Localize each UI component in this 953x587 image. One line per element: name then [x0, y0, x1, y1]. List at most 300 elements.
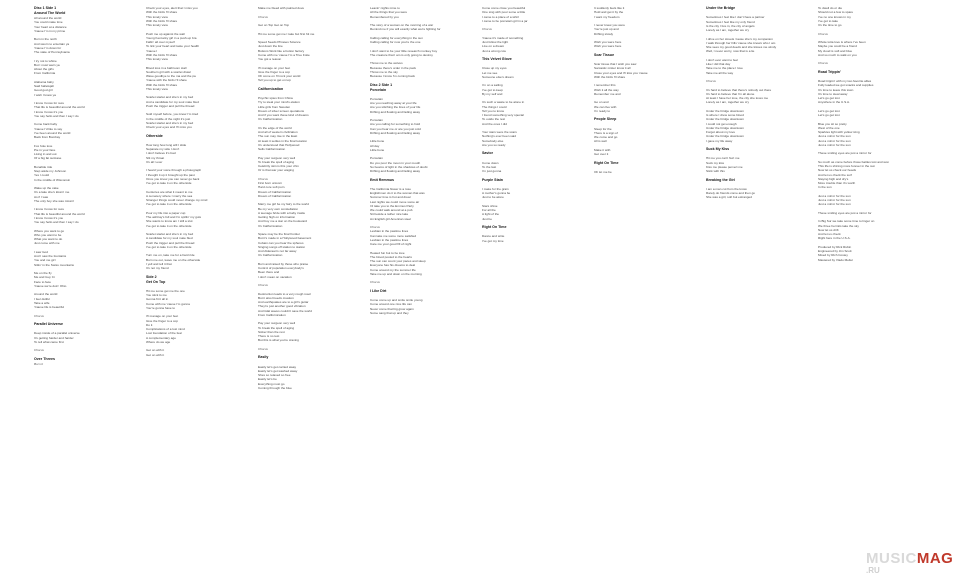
lyric-line: Me on the fly: [34, 271, 52, 275]
lyric-line: Sleep for the: [594, 126, 612, 131]
lyric-line: Chorus: [818, 61, 828, 66]
song-title: Parallel Universe: [34, 322, 63, 326]
lyric-line: Dream of silver screen quotations: [258, 108, 305, 113]
lyric-line: They're just another good vibration: [258, 304, 306, 309]
lyric-line: Englishmen do it to the woman that was: [370, 191, 425, 195]
lyric-line: Step aside my Johnson: [34, 169, 67, 173]
lyric-line: West of the one: [818, 125, 840, 130]
lyric-line: Maybe you could be a friend: [818, 44, 857, 49]
lyric-line: And if you want these kind of dreams: [258, 113, 309, 117]
lyric-line: These smiling eyes are just a mirror for: [818, 210, 872, 215]
lyric-line: Blue you sit so pretty: [818, 121, 847, 126]
lyric-line: You stick to me: [146, 293, 167, 297]
lyric-line: From California: [34, 71, 56, 76]
lyric-line: And tidal waves couldn't save the world: [258, 308, 312, 313]
lyric-line: Lesbian in the pastime lines: [370, 229, 409, 234]
lyric-line: 'Cause I'm in my prime: [34, 28, 66, 33]
lyric-line: Porcelain: [370, 96, 383, 101]
lyric-line: 'Cause with the birds I'll share: [146, 78, 187, 83]
lyric-line: The sun may rise in the East: [258, 134, 298, 139]
lyric-line: Chorus: [370, 225, 380, 229]
lyric-line: One sing with pour some a little: [482, 10, 526, 15]
lyric-line: Once you know you can never go back: [146, 176, 200, 181]
lyric-line: Give the finger to a cop: [258, 69, 290, 74]
watermark-logo: [866, 550, 953, 581]
lyric-line: Yes I could: [34, 173, 50, 178]
lyric-line: The California flower is a rose: [370, 186, 411, 191]
lyric-line: Destruction leads to a very rough road: [258, 291, 311, 296]
lyric-line: These smiling eyes are just a mirror for: [818, 151, 872, 156]
lyric-line: Just a mirror for the sun: [818, 134, 851, 139]
lyric-line: That life is beautiful around the world: [34, 105, 85, 110]
lyric-line: I came to be porcelain girl in a jar: [482, 18, 528, 23]
lyric-line: The sun can count your paces and sleep: [370, 259, 426, 263]
lyric-line: Separate my side I don't: [146, 147, 180, 151]
lyric-line: Deep inside of a parallel universe: [34, 331, 80, 336]
lyric-line: Oh let me be: [594, 169, 612, 174]
lyric-line: Drifting and floating and fading away: [370, 169, 421, 173]
lyric-line: Born in the north: [34, 37, 57, 42]
lyric-line: Sit beside a rather nice lake: [370, 212, 409, 217]
lyric-line: I know I know for sure: [34, 101, 65, 105]
lyric-line: Born and raised by those who praise: [258, 261, 309, 266]
lyric-line: And a candidate for my soul mate bled: [146, 99, 199, 104]
lyric-line: I make for the grain: [482, 186, 509, 191]
lyric-line: Get over it: [594, 152, 609, 156]
lyric-line: That life is beautiful around the world: [34, 211, 85, 216]
lyric-line: Little bone: [370, 139, 385, 144]
lyric-line: Throw me to the sky: [370, 69, 398, 74]
lyric-line: Push me up against the wall: [146, 31, 185, 36]
lyric-line: I found something very special: [482, 113, 524, 117]
lyric-line: Been there and: [258, 270, 280, 275]
lyric-line: Pour my life into a paper cup: [146, 210, 186, 215]
lyric-line: Like I did that day: [706, 62, 731, 66]
lyric-line: A teenage bride with a baby inside: [258, 210, 306, 215]
lyric-line: In the sun: [818, 185, 832, 190]
song-title: Suck My Kiss: [706, 147, 730, 151]
lyric-line: Mixed by Rich Costey: [818, 253, 848, 258]
lyric-line: I want my freedom: [594, 14, 620, 19]
lyric-line: Fox hole love: [34, 143, 53, 148]
lyric-line: This lonely view: [146, 86, 168, 91]
lyric-line: Sarcastic mister know it all: [594, 66, 631, 71]
lyric-line: I'm on a sailing: [482, 83, 503, 88]
lyric-line: All day: [370, 143, 380, 148]
lyric-line: Where you want to go: [34, 228, 65, 233]
lyric-line: Your heart at a distance: [34, 24, 67, 29]
lyric-line: It's Californication: [258, 223, 283, 228]
lyrics-column: [482, 6, 560, 576]
lyric-line: She was a girl, soft but estranged: [706, 195, 752, 200]
lyric-line: Hit me some get me the one: [146, 288, 185, 293]
lyric-line: Come come up and smile smile young: [370, 298, 423, 302]
lyric-line: Who you want to be: [34, 232, 62, 237]
lyric-line: Take me all the way: [706, 70, 734, 75]
lyric-line: All the things that you were: [370, 10, 408, 15]
lyric-line: It's Californication: [258, 253, 283, 258]
lyric-line: I could not get enough: [706, 121, 737, 126]
lyric-line: You're gonna have to: [146, 305, 176, 310]
lyric-line: I heard your voice through a photograph: [146, 168, 202, 173]
lyric-line: An English girl American steel: [370, 216, 411, 221]
lyric-line: This lonely view: [146, 23, 168, 27]
lyric-line: I'll manage on your feet: [258, 65, 291, 70]
lyric-line: So beams of light in the shadows of doubt: [370, 164, 428, 169]
lyric-line: Alabama baby: [34, 79, 54, 84]
lyric-line: Anywhere in the U.S.A.: [818, 100, 850, 105]
lyric-line: I know I know it's you: [34, 215, 64, 220]
song-title: Easily: [258, 355, 269, 360]
lyric-line: I'd take you to the Emmus Party: [370, 203, 414, 208]
lyric-line: Remembered by you: [370, 14, 399, 19]
lyric-line: Or is that war your waging: [258, 168, 294, 173]
lyric-line: Push the trigger and pull the thread: [146, 103, 195, 108]
lyric-line: I drive on her streets 'cause she's my companion: [706, 36, 773, 41]
lyric-line: As if I was: [34, 194, 49, 199]
lyric-line: Just to be alone: [482, 195, 504, 200]
lyric-line: Come around my the summer life: [370, 267, 416, 272]
lyric-line: Just a wrong cow: [482, 48, 506, 53]
lyric-line: It's such a waste to be alone in: [482, 100, 525, 105]
lyric-line: Rarely do friends come and then go: [706, 191, 756, 195]
lyric-line: Engineered by Jim Scott: [818, 249, 852, 253]
lyric-line: It's Californication: [258, 117, 283, 122]
lyric-line: Push the trigger and pull the thread: [146, 240, 195, 245]
song-title: People Sleep: [594, 117, 617, 122]
lyric-line: I wish I knew ya: [34, 92, 56, 97]
lyric-line: The state of Pennsylvania: [34, 50, 70, 54]
lyric-line: Sparkles light with yellow icing: [818, 130, 860, 134]
lyric-line: With the birds I'll share: [146, 10, 178, 15]
lyric-line: Staying high and dry's: [818, 176, 849, 181]
lyric-line: Try to steal your mind's elation: [258, 100, 300, 105]
lyric-line: Chorus: [258, 14, 268, 19]
lyric-line: Can you hear me or are you just cold: [370, 126, 421, 131]
lyric-line: Just a mirror for the sun: [818, 202, 851, 207]
lyric-line: Wish you were here: [594, 40, 622, 44]
lyric-line: Porcelain: [370, 156, 383, 161]
lyric-line: And sworn to entertain ya: [34, 41, 70, 46]
song-title: Road Trippin': [818, 69, 841, 74]
lyric-line: I'm ready to: [594, 108, 611, 113]
logo-accent-text: MAG: [916, 550, 953, 567]
lyric-line: Be my very own constellation: [258, 206, 299, 211]
lyric-line: Fully loaded we got snacks and supplies: [818, 83, 874, 88]
lyric-line: I've got to take it on the otherside: [146, 181, 192, 185]
lyric-line: Hold and get it by the: [594, 10, 624, 15]
lyric-line: Take me to the place I love: [706, 66, 743, 71]
lyric-line: Come with me 'cause I'm gonna: [146, 301, 190, 306]
lyric-line: 'Cause I'm down for: [34, 45, 62, 50]
lyric-line: To dwell do or die: [818, 6, 843, 10]
lyric-line: But it also breeds creation: [258, 295, 294, 300]
lyric-line: A candidate for my soul mate bled: [146, 236, 193, 241]
lyric-line: Living in and out: [34, 152, 57, 156]
lyric-line: I don't ever want to feel: [706, 57, 738, 62]
lyric-line: Just follow the light: [482, 40, 509, 44]
lyric-line: This life is shining more forever in the sun: [818, 164, 876, 168]
lyric-line: The creature that I am is only going to destroy: [370, 52, 433, 57]
lyric-line: Psychic spies from China: [258, 96, 293, 100]
lyric-line: Care me your good fill of night: [370, 242, 412, 246]
lyric-line: All is well: [594, 139, 607, 144]
lyric-line: With the birds I'll share: [146, 52, 178, 57]
lyric-line: Chorus: [706, 79, 716, 83]
lyric-line: We could walk around at a pub: [370, 208, 413, 212]
song-title: Over Threes: [34, 356, 55, 361]
lyric-line: Scarlet starlet and she's in my bed: [146, 95, 194, 100]
song-title: This Velvet Glove: [482, 57, 512, 61]
lyric-line: Produced by Rick Rubin: [818, 244, 852, 249]
lyric-line: Mastered by Vlado Meller: [818, 257, 854, 262]
lyric-line: Summer time is hot and drear: [370, 195, 411, 200]
lyric-line: Nothing's ever been said: [482, 134, 516, 139]
lyric-line: Scar tissue that I wish you saw: [594, 62, 637, 66]
lyric-line: Just a mirror for the sun: [818, 198, 851, 202]
lyric-line: Heated fun but to be love: [370, 250, 405, 255]
lyric-line: I walk through her hills 'cause she knows who I am: [706, 40, 776, 45]
lyric-line: And let us check the surf: [818, 172, 852, 177]
lyric-line: We come and go: [594, 135, 618, 139]
song-title: Savior: [482, 151, 493, 156]
song-title: Under the Bridge: [706, 6, 736, 10]
lyric-line: In Big Sur we take some time to linger on: [818, 219, 875, 224]
lyric-line: Kiss me please pervert me: [706, 164, 743, 169]
lyric-line: It's getting harder and harder: [34, 335, 74, 340]
lyric-line: Under the bridge downtown: [706, 125, 744, 130]
lyric-line: Last nights we could move some air: [370, 199, 420, 204]
lyric-line: It's the time to go: [818, 23, 842, 27]
lyric-line: Chorus: [34, 313, 44, 318]
lyric-line: She sees my good deeds and she kisses me windy: [706, 45, 777, 49]
lyric-line: You say hello and then I say I do: [34, 113, 79, 118]
lyric-line: Easily let's get washed away: [258, 368, 298, 373]
lyric-line: And Alderaan's not far away: [258, 249, 297, 253]
lyric-line: Under the bridge downtown: [706, 134, 744, 139]
lyric-line: Burn me out, leave me on the otherside: [146, 257, 201, 262]
lyric-line: Now let us check our heads: [818, 168, 857, 173]
lyric-line: Little girls from Sweden: [258, 104, 291, 109]
song-title: Scar Tissue: [594, 52, 615, 57]
lyric-line: Singing songs off station to station: [258, 244, 306, 249]
lyric-line: The story of a woman on the morning of a war: [370, 23, 434, 27]
lyric-line: I yell and tell it that: [146, 261, 172, 266]
lyric-line: Gonna fit it all in: [146, 297, 169, 302]
lyric-line: Marry me girl be my fairy to the world: [258, 202, 309, 207]
lyric-line: And I saw the fountains: [34, 254, 67, 258]
lyric-line: Just be: [482, 216, 492, 221]
lyric-line: Do it: [146, 322, 153, 327]
lyric-line: Blood loss in a bathroom stall: [146, 65, 187, 70]
lyric-line: Celebrity skin is this your chin: [258, 164, 299, 168]
lyric-line: Space may be the final frontier: [258, 232, 300, 236]
lyric-line: You say hello and then I say I do: [34, 220, 79, 224]
lyric-line: Burn it: [34, 361, 43, 366]
lyric-line: How long how long will I slide: [146, 142, 187, 147]
song-title: Porcelain: [370, 87, 387, 92]
lyric-line: Everything must go: [258, 381, 285, 386]
lyric-line: I remember this: [594, 83, 616, 88]
lyric-line: Let's go get lost: [818, 108, 840, 113]
lyric-line: Stars shine: [482, 203, 498, 208]
lyric-line: Are you calling for something to hold: [370, 122, 421, 127]
song-title: Disc 1 Side 1: [34, 6, 57, 10]
lyric-line: Hit me some get me I take but first hit me: [258, 31, 315, 36]
lyric-line: Bonafide ride: [34, 164, 53, 169]
lyric-line: Remember me and: [594, 91, 621, 96]
lyric-line: Southern girl with a scarlet drawl: [146, 69, 191, 74]
lyric-line: I came to a place of a whirl: [482, 14, 519, 19]
lyric-line: In the middle of Wisconsin: [34, 177, 71, 182]
lyric-line: I've got to keep: [482, 87, 503, 92]
song-title: Emit Remmus: [370, 177, 394, 182]
lyric-line: Never come that big grow again: [370, 306, 414, 311]
lyric-line: Easily let's get carried away: [258, 364, 297, 369]
song-title: Around The World: [34, 11, 66, 15]
lyric-line: A light of the: [482, 212, 500, 217]
lyric-line: It's a lake she's kissin' me: [34, 190, 70, 195]
lyric-line: For all the: [482, 208, 496, 212]
lyric-line: Pie in your face: [34, 147, 56, 152]
lyric-line: Good god girl: [34, 88, 53, 93]
lyric-line: Come back baby: [34, 122, 58, 127]
lyric-line: Well, I never worry, now that is a lie: [706, 49, 755, 54]
lyric-line: 'Cause I'd like to say: [34, 126, 63, 131]
lyric-line: Should not a few to spare: [818, 10, 854, 15]
lyric-line: I know I know for sure: [34, 207, 65, 212]
lyric-line: 'Cause we're doin' Ohio: [34, 283, 67, 288]
lyric-line: Stick with this: [706, 169, 725, 173]
lyric-line: I've got to take it on the otherside: [146, 223, 192, 228]
lyrics-column: [818, 6, 896, 576]
lyric-line: Check your eyes, alert that I miss you: [146, 6, 198, 10]
lyric-line: You got a reason: [258, 57, 282, 61]
lyric-line: It's hard to believe that there's nobody out there: [706, 87, 772, 92]
lyric-line: Wish it all the way: [594, 87, 619, 92]
lyric-line: Chorus: [370, 280, 380, 285]
lyric-line: Somebody else: [482, 138, 504, 143]
lyric-line: Stranger things could never change my mind: [146, 198, 208, 202]
lyric-line: To lick your heart and taste your health: [146, 44, 200, 49]
lyric-line: I don't believe it's bad: [146, 151, 176, 156]
lyric-line: Wish you were here: [594, 44, 622, 49]
song-title: Purple Stain: [482, 177, 503, 182]
lyric-line: I've no one knows in my: [818, 14, 851, 19]
lyric-line: Are you stitching the lines of your life: [370, 105, 421, 110]
lyric-line: I've got to take it on the otherside: [146, 202, 192, 207]
lyric-line: Come with me 'cause I'm a True Fotie: [258, 52, 310, 57]
lyric-line: Slit my throat: [146, 155, 165, 160]
lyric-line: Hard core soft porn: [258, 185, 285, 190]
lyric-line: Lonely as I am, together we cry: [706, 100, 749, 105]
lyric-line: Scarlet starlet and she's in my bed: [146, 232, 194, 236]
lyric-line: It suddenly feels like it: [594, 6, 625, 10]
lyric-line: To break the spell of aging: [258, 325, 295, 330]
lyric-line: Chorus: [818, 31, 828, 36]
lyric-line: Around the world: [34, 292, 58, 297]
lyric-line: It's hard to believe that I'm all alone: [706, 91, 755, 96]
lyric-line: And all of western civilization: [258, 130, 298, 134]
lyric-line: Chorus: [34, 348, 44, 353]
lyric-line: Calling calling for everything in the sun: [370, 35, 423, 40]
lyric-line: So much as come before those battles lost and won: [818, 159, 890, 164]
song-title: Californication: [258, 86, 284, 91]
lyric-line: It's time to steal away: [818, 91, 848, 96]
lyric-line: Sometimes I feel like my only friend: [706, 19, 755, 24]
lyric-line: Let's go get lost: [818, 113, 840, 117]
lyric-line: Sometimes I feel like I don't have a partner: [706, 15, 765, 20]
lyric-line: You and me girl: [34, 258, 56, 263]
lyric-line: We can live with: [594, 104, 617, 109]
lyric-line: Drifting and floating and fading away: [370, 130, 421, 135]
lyric-line: I try not to whine: [34, 58, 57, 63]
lyric-line: Close up my eyes: [482, 66, 507, 71]
lyric-line: To the last: [482, 164, 497, 169]
lyric-line: Dream of Californication: [258, 193, 292, 198]
lyric-line: Just a mirror for the sun: [818, 142, 851, 147]
lyric-line: I've got my time: [482, 238, 504, 243]
lyric-line: Everyone has his dreams to deal: [370, 263, 416, 268]
lyric-line: We three hermits take the sky: [818, 223, 859, 228]
lyric-line: And so much to walk on you: [818, 52, 857, 57]
lyric-line: All around the world: [34, 16, 62, 20]
lyric-line: Your stars were the scars: [482, 130, 517, 134]
song-title: Breaking the Girl: [706, 177, 735, 182]
lyrics-column: [34, 6, 112, 576]
lyric-line: Someone else's dream: [482, 74, 514, 79]
lyric-line: Give the finger to a cop: [146, 318, 178, 323]
lyric-line: Oh come on I'll rock your world: [258, 74, 301, 78]
lyric-line: Suck my kiss: [706, 160, 725, 165]
lyric-line: Wave goodbye to the ma and the pa: [146, 74, 196, 78]
lyric-line: In the middle of the night it's just: [146, 116, 191, 121]
lyric-line: Chorus: [482, 27, 492, 32]
lyric-line: Just a mirror for the sun: [818, 138, 851, 143]
lyric-line: I don't mean on vacation: [258, 274, 292, 279]
lyric-line: Pay your surgeon very well: [258, 321, 296, 326]
lyric-line: From Californication: [258, 312, 286, 317]
lyric-line: Porcelain: [370, 118, 383, 122]
lyrics-column: [706, 6, 784, 576]
lyric-line: I've got to take: [818, 18, 839, 23]
lyric-line: Take me up and down on the morning: [370, 271, 422, 276]
lyric-line: Remind me if you will exactly what we're fighting for: [370, 27, 441, 32]
lyric-line: Wake up the cake: [34, 186, 59, 190]
lyric-line: Forgot about my love: [706, 130, 736, 134]
lyric-line: Young Kentucky girl in a push-up bra: [146, 35, 197, 40]
lyric-line: Dance and write: [482, 234, 505, 239]
lyric-line: Make me bleed with painted dove: [258, 6, 305, 10]
lyric-line: To outdo the rest: [482, 117, 506, 122]
lyric-line: Let's go get lost: [818, 96, 840, 100]
lyric-line: Make it with: [594, 147, 611, 152]
lyric-line: Shes so relaxed so free: [258, 373, 291, 377]
lyric-line: Fallin' all over myself: [146, 40, 175, 44]
lyric-line: A mother's gonna be: [482, 191, 511, 195]
lyric-line: Under the bridge downtown: [706, 108, 744, 113]
lyrics-column: [594, 6, 672, 576]
lyric-line: Getting high on information: [258, 215, 296, 219]
lyric-line: Lonely as I am, together we cry: [706, 28, 749, 32]
lyric-line: I know I know it's you: [34, 109, 64, 114]
lyric-line: This lonely view: [146, 57, 168, 61]
lyric-line: I never knew you were: [594, 23, 625, 27]
lyric-line: A cemetery where I marry the sea: [146, 193, 193, 198]
lyric-line: Said hallelujah: [34, 84, 55, 88]
logo-subtext: .RU: [866, 566, 880, 575]
lyric-line: You're just up and: [594, 27, 619, 32]
